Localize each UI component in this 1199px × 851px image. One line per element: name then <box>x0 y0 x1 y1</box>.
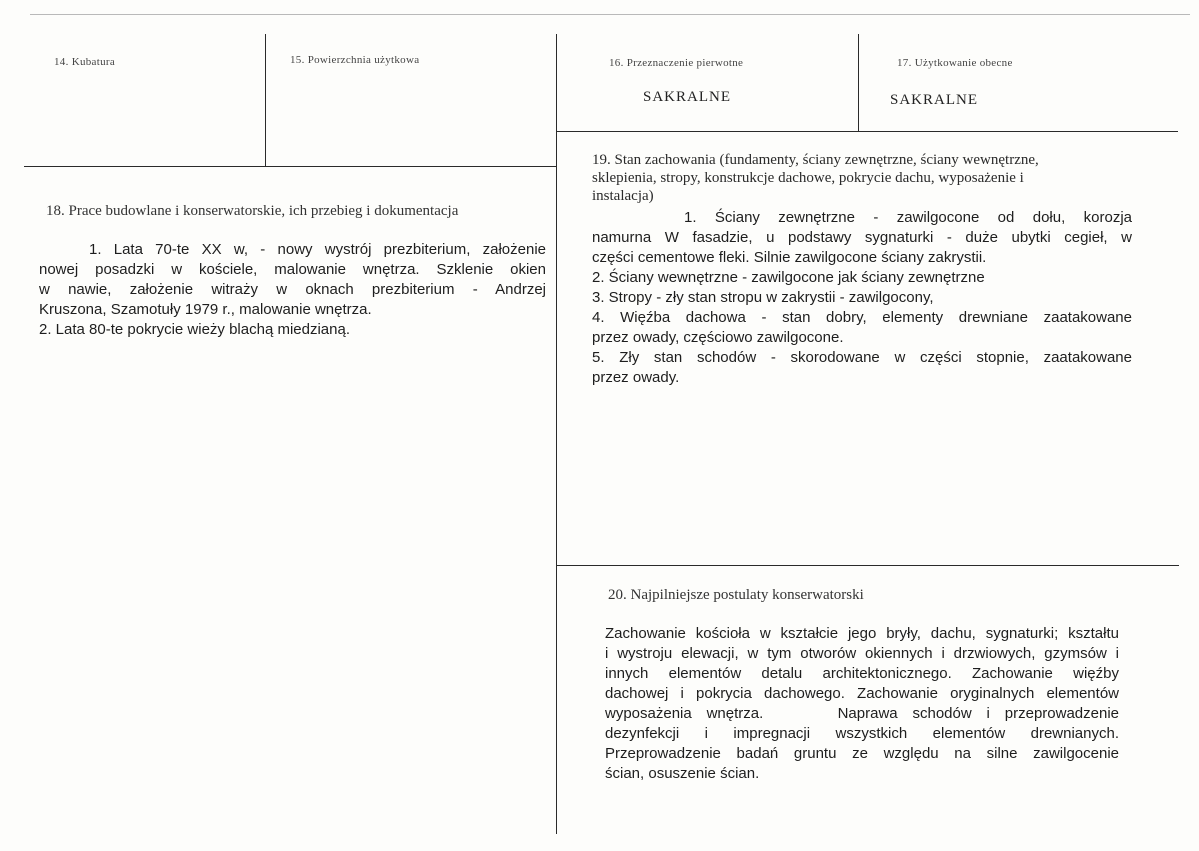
section-20-line-3: innych elementów detalu architektonicznego. Zachowanie więźby <box>605 665 1119 682</box>
section-19-item-4-line-1: 4. Więźba dachowa - stan dobry, elementy drewniane zaatakowane <box>592 309 1132 326</box>
field-17-label: 17. Użytkowanie obecne <box>897 57 1013 69</box>
section-20-line-6: dezynfekcji i impregnacji wszystkich elementów drewnianych. <box>605 725 1119 742</box>
section-19-title <box>592 151 1112 205</box>
section-19-item-1-line-2: namurna W fasadzie, u podstawy sygnaturki - duże ubytki cegieł, w <box>592 229 1132 246</box>
section-20-line-8: ścian, osuszenie ścian. <box>605 765 760 782</box>
divider-16-17 <box>858 34 859 131</box>
rule-under-16-17 <box>557 131 1178 132</box>
field-17-value: SAKRALNE <box>890 92 979 108</box>
section-20-line-4: dachowej i pokrycia dachowego. Zachowanie oryginalnych elementów <box>605 685 1119 702</box>
section-19-item-1-line-1: 1. Ściany zewnętrzne - zawilgocone od dołu, korozja <box>684 209 1132 226</box>
section-19-title-line-1: 19. Stan zachowania (fundamenty, ściany zewnętrzne, ściany wewnętrzne, <box>592 152 1039 168</box>
section-20-body <box>605 624 1119 784</box>
section-19-item-3: 3. Stropy - zły stan stropu w zakrystii - zawilgocony, <box>592 289 934 306</box>
section-19-title-line-2: sklepienia, stropy, konstrukcje dachowe, pokrycie dachu, wyposażenie i <box>592 170 1024 186</box>
field-16-label: 16. Przeznaczenie pierwotne <box>609 57 744 69</box>
section-20-line-7: Przeprowadzenie badań gruntu ze względu na silne zawilgocenie <box>605 745 1119 762</box>
top-edge-line <box>30 14 1190 15</box>
section-18-title: 18. Prace budowlane i konserwatorskie, ich przebieg i dokumentacja <box>46 203 459 219</box>
field-14-label: 14. Kubatura <box>54 56 116 68</box>
section-18-item-1-line-3: w nawie, założenie witraży w oknach prezbiterium - Andrzej <box>39 281 546 298</box>
field-16-value: SAKRALNE <box>643 89 732 105</box>
section-19-body <box>592 208 1132 388</box>
section-18-item-1-line-4: Kruszona, Szamotuły 1979 r., malowanie wnętrza. <box>39 301 372 318</box>
section-18-item-1-line-1: 1. Lata 70-te XX w, - nowy wystrój prezbiterium, założenie <box>89 241 546 258</box>
section-18-item-2: 2. Lata 80-te pokrycie wieży blachą miedzianą. <box>39 321 351 338</box>
divider-14-15 <box>265 34 266 166</box>
field-15-label: 15. Powierzchnia użytkowa <box>290 54 420 66</box>
center-divider <box>556 34 557 834</box>
section-20-title: 20. Najpilniejsze postulaty konserwatorski <box>608 587 864 603</box>
section-19-title-line-3: instalacja) <box>592 188 654 204</box>
section-19-item-5-line-1: 5. Zły stan schodów - skorodowane w części stopnie, zaatakowane <box>592 349 1132 366</box>
rule-above-20 <box>557 565 1179 566</box>
section-20-line-5: wyposażenia wnętrza. Naprawa schodów i przeprowadzenie <box>605 705 1119 722</box>
section-20-line-2: i wystroju elewacji, w tym otworów okiennych i drzwiowych, gzymsów i <box>605 645 1119 662</box>
section-18-body <box>39 240 546 340</box>
section-19-item-5-line-2: przez owady. <box>592 369 680 386</box>
section-20-line-1: Zachowanie kościoła w kształcie jego bryły, dachu, sygnaturki; kształtu <box>605 625 1119 642</box>
rule-under-14-15 <box>24 166 557 167</box>
section-18-item-1-line-2: nowej posadzki w kościele, malowanie wnętrza. Szklenie okien <box>39 261 546 278</box>
section-19-item-4-line-2: przez owady, częściowo zawilgocone. <box>592 329 844 346</box>
section-19-item-2: 2. Ściany wewnętrzne - zawilgocone jak ściany zewnętrzne <box>592 269 985 286</box>
section-19-item-1-line-3: części cementowe fleki. Silnie zawilgocone ściany zakrystii. <box>592 249 987 266</box>
